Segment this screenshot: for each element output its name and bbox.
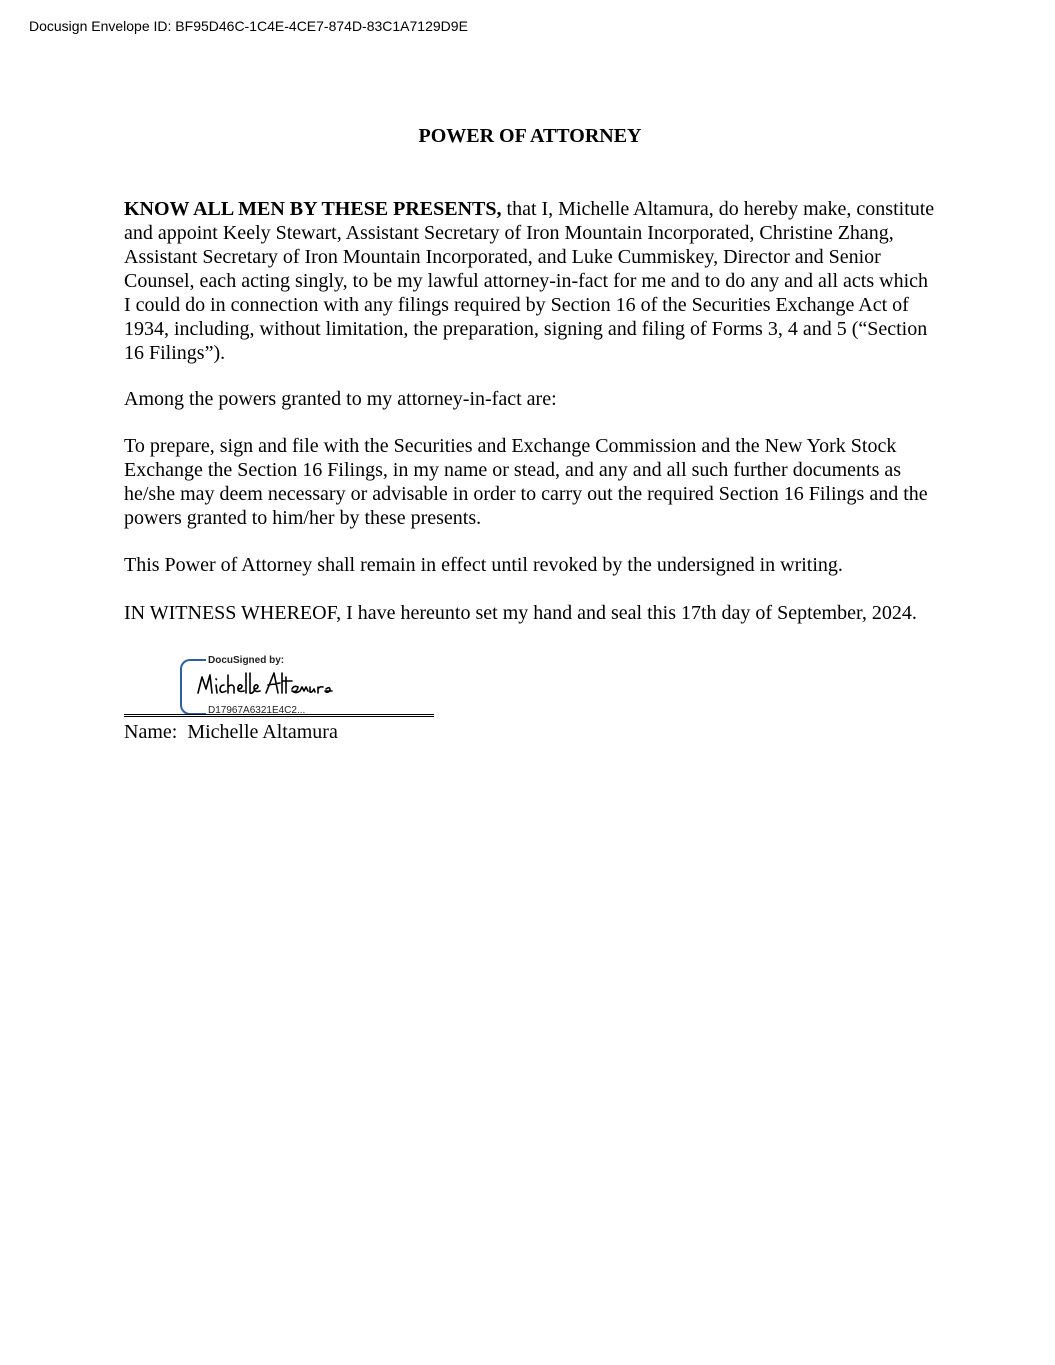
document-body [124, 124, 936, 624]
docusign-code: D17967A6321E4C2... [208, 705, 306, 716]
paragraph-powers: To prepare, sign and file with the Securities and Exchange Commission and the New York Stock Exchange the Section 16 Filings, in my name or stead, and any and all such further documents as he/she may deem necessary or advisable in order to carry out the required Section 16 Filings and the powers granted to him/her by these presents. [124, 435, 928, 529]
document-title: POWER OF ATTORNEY [418, 125, 642, 147]
signature-line [124, 714, 434, 717]
signer-name-line [124, 720, 338, 744]
signature-block [124, 653, 444, 748]
envelope-id: Docusign Envelope ID: BF95D46C-1C4E-4CE7-874D-83C1A7129D9E [29, 18, 468, 34]
handwritten-signature [194, 667, 334, 701]
name-label: Name: [124, 721, 178, 743]
paragraph-effect: This Power of Attorney shall remain in effect until revoked by the undersigned in writing. [124, 554, 843, 576]
paragraph-body: that I, Michelle Altamura, do hereby make, constitute and appoint Keely Stewart, Assistant Secretary of Iron Mountain Incorporated, Christine Zhang, Assistant Secretary of Iron Mountain Incorporated, and Luke Cummiskey, Director and Senior Counsel, each acting singly, to be my lawful attorney-in-fact for me and to do any and all acts which I could do in connection with any filings required by Section 16 of the Securities Exchange Act of 1934, including, without limitation, the preparation, signing and filing of Forms 3, 4 and 5 (“Section 16 Filings”). [124, 198, 935, 364]
signer-name: Michelle Altamura [187, 721, 338, 743]
paragraph-witness: IN WITNESS WHEREOF, I have hereunto set my hand and seal this 17th day of September, 2024. [124, 602, 917, 624]
paragraph-lead: KNOW ALL MEN BY THESE PRESENTS, [124, 198, 502, 220]
docusign-header: DocuSigned by: [208, 655, 285, 666]
paragraph-appointment [124, 197, 936, 365]
paragraph-powers-intro: Among the powers granted to my attorney-in-fact are: [124, 388, 557, 410]
